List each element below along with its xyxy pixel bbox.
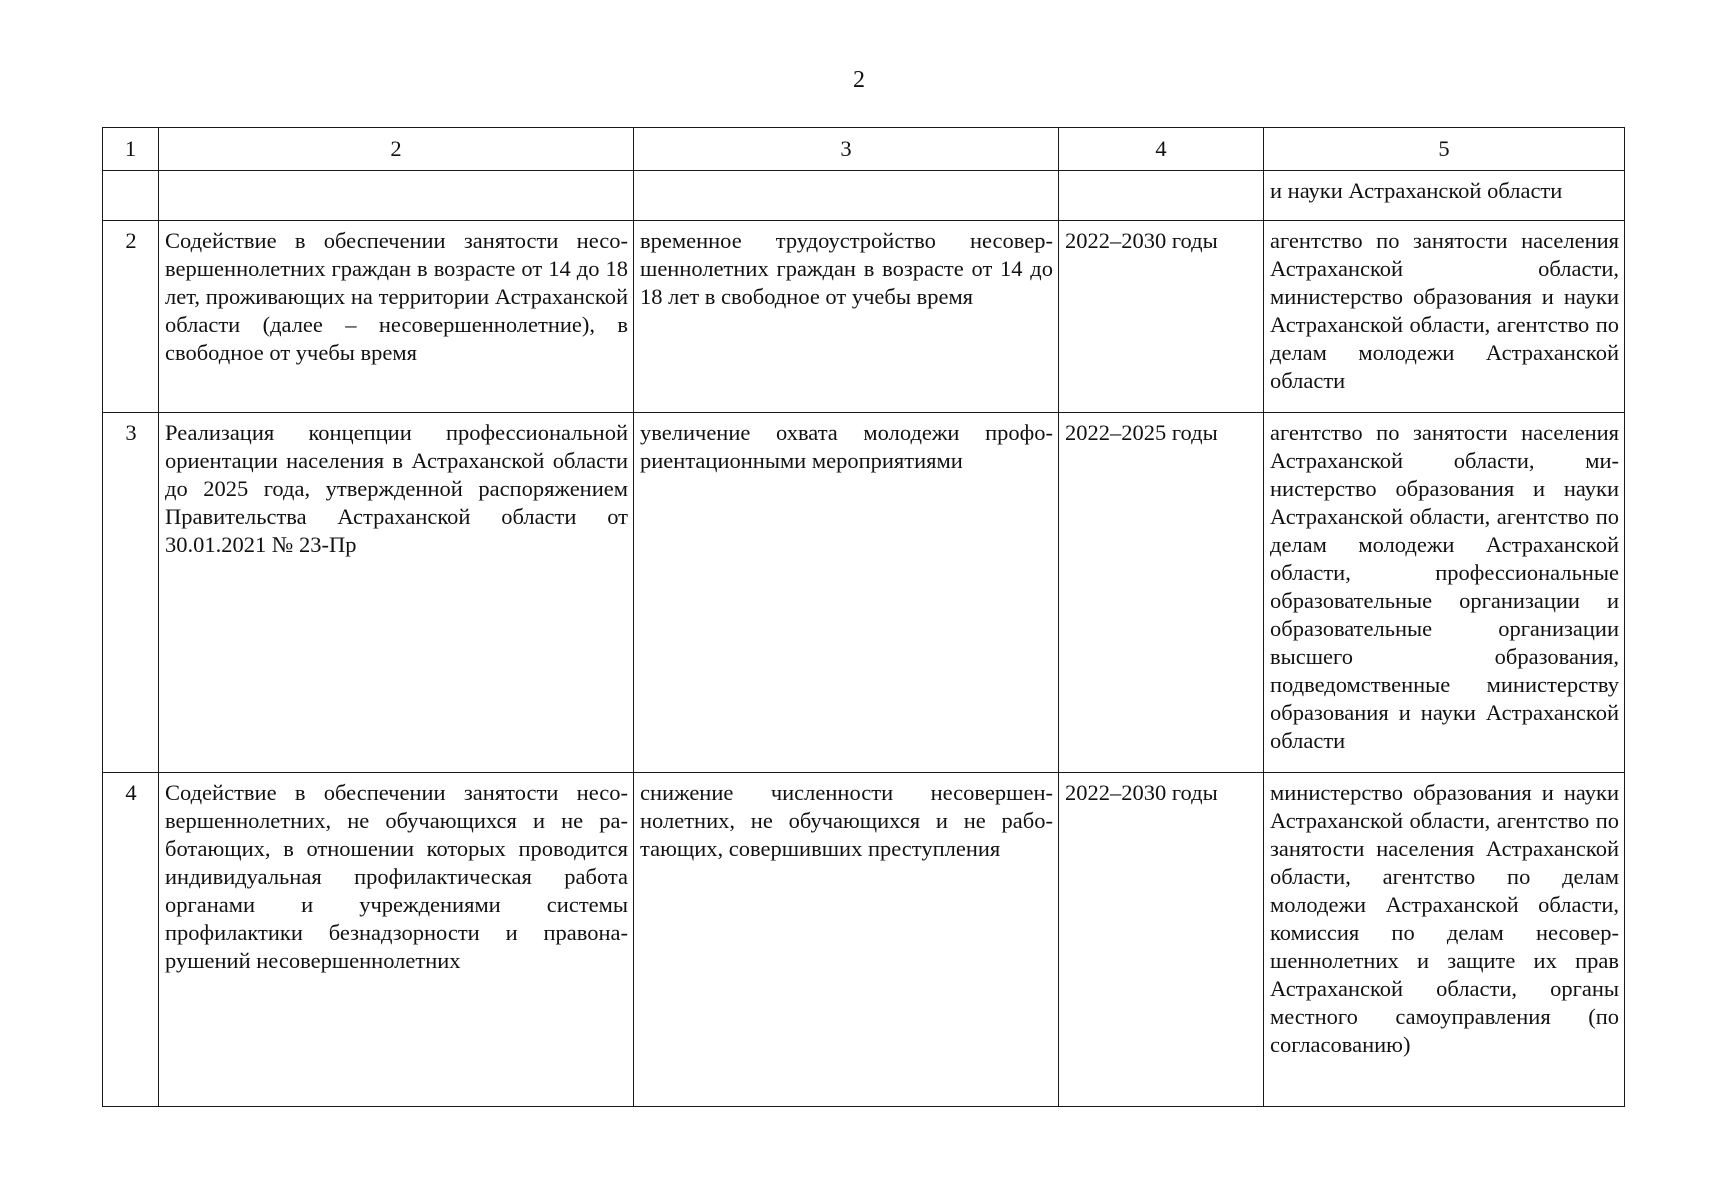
result-cell: увеличение охвата молодежи профориентационными мероприятиями	[634, 413, 1059, 773]
table-row	[103, 221, 1625, 413]
row-number: 3	[103, 413, 159, 773]
period-cell	[1059, 171, 1264, 221]
row-number	[103, 171, 159, 221]
activity-cell: Содействие в обеспечении занятости несовершеннолетних, не обучающихся и не работающих, в отношении которых проводится индивидуальная профилактическая работа органами и учреждениями системы профилактики безнадзорности и правонарушений несовершеннолетних	[159, 773, 634, 1107]
responsible-cell: агентство по занятости населения Астраханской области, министерство образования и науки Астраханской области, агентство по делам молодежи Астраханской области	[1264, 221, 1625, 413]
table-header-row	[103, 128, 1625, 171]
period-cell: 2022–2025 годы	[1059, 413, 1264, 773]
header-cell-1: 1	[103, 128, 159, 171]
result-cell: снижение численности несовершеннолетних, не обучающихся и не работающих, совершивших преступления	[634, 773, 1059, 1107]
table-row	[103, 413, 1625, 773]
period-cell: 2022–2030 годы	[1059, 773, 1264, 1107]
header-cell-3: 3	[634, 128, 1059, 171]
header-cell-5: 5	[1264, 128, 1625, 171]
row-number: 4	[103, 773, 159, 1107]
activity-cell: Реализация концепции профессиональной ориентации населения в Астраханской области до 2025 года, утвержденной распоряжением Правительства Астраханской области от 30.01.2021 № 23-Пр	[159, 413, 634, 773]
page-number: 2	[853, 67, 865, 93]
activity-cell	[159, 171, 634, 221]
responsible-cell: агентство по занятости населения Астраханской области, министерство образования и науки Астраханской области, агентство по делам молодежи Астраханской области, профессиональные образовательные организации и образовательные организации высшего образования, подведомственные министерству образования и науки Астраханской области	[1264, 413, 1625, 773]
header-cell-4: 4	[1059, 128, 1264, 171]
result-cell: временное трудоустройство несовершеннолетних граждан в возрасте от 14 до 18 лет в свободное от учебы время	[634, 221, 1059, 413]
table-row	[103, 171, 1625, 221]
row-number: 2	[103, 221, 159, 413]
period-cell: 2022–2030 годы	[1059, 221, 1264, 413]
activities-table	[102, 127, 1625, 1107]
result-cell	[634, 171, 1059, 221]
activity-cell: Содействие в обеспечении занятости несовершеннолетних граждан в возрасте от 14 до 18 лет, проживающих на территории Астраханской области (далее – несовершеннолетние), в свободное от учебы время	[159, 221, 634, 413]
table-row	[103, 773, 1625, 1107]
responsible-cell: и науки Астраханской области	[1264, 171, 1625, 221]
header-cell-2: 2	[159, 128, 634, 171]
responsible-cell: министерство образования и науки Астраханской области, агентство по занятости населения Астраханской области, агентство по делам молодежи Астраханской области, комиссия по делам несовершеннолетних и защите их прав Астраханской области, органы местного самоуправления (по согласованию)	[1264, 773, 1625, 1107]
